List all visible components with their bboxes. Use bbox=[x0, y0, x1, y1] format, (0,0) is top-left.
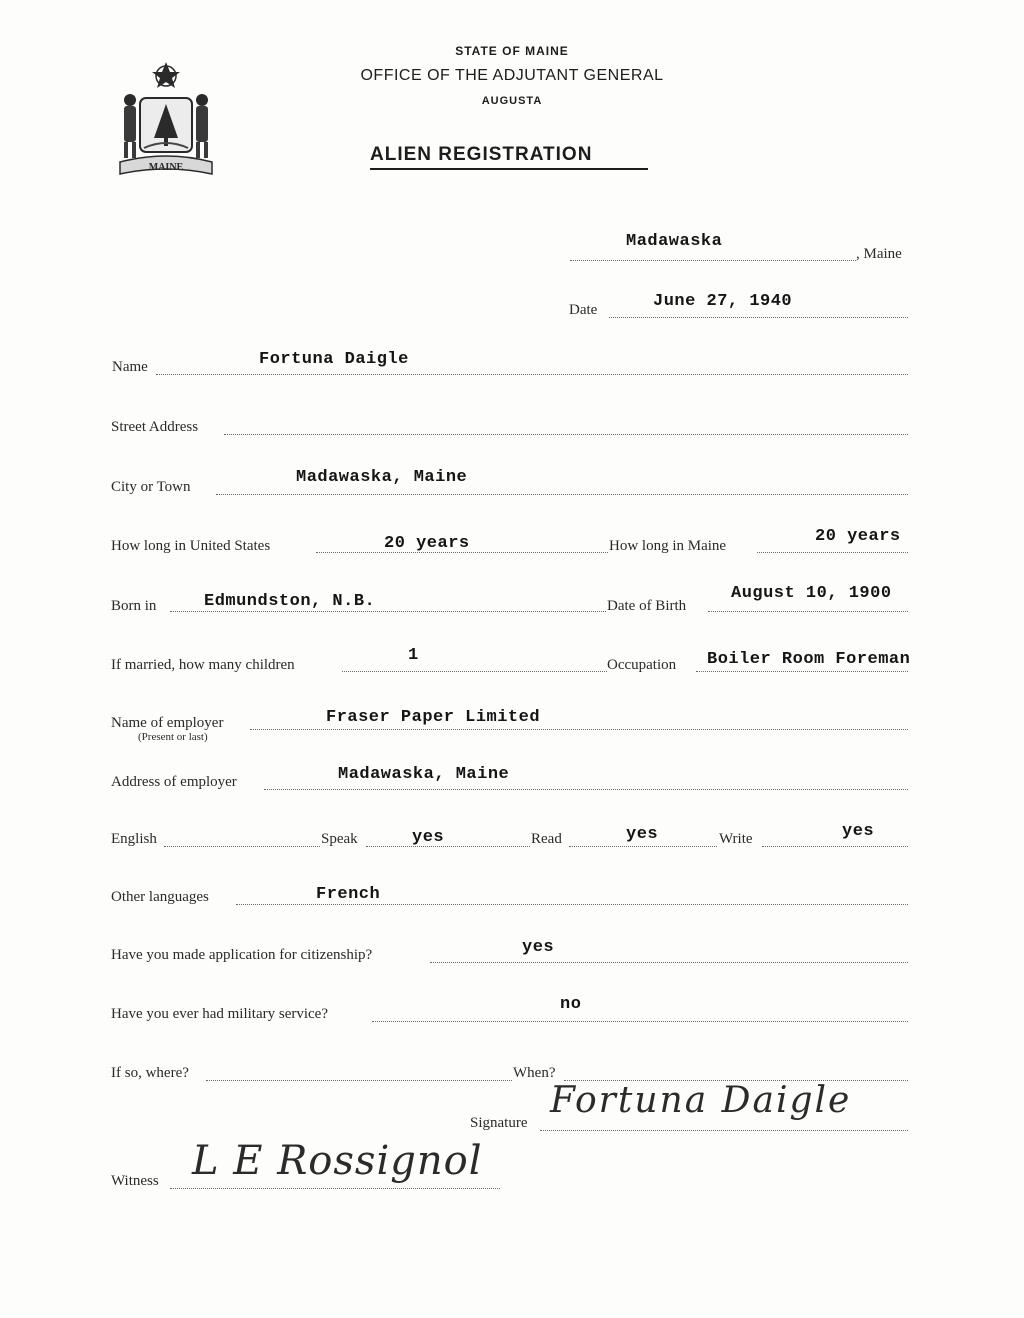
english-line bbox=[164, 846, 320, 847]
when-label: When? bbox=[513, 1065, 556, 1081]
where-line bbox=[206, 1080, 512, 1081]
maine-years-value: 20 years bbox=[815, 527, 901, 546]
employer-address-line bbox=[264, 789, 908, 790]
children-value: 1 bbox=[408, 646, 419, 665]
dob-line bbox=[708, 611, 908, 612]
city-value: Madawaska, Maine bbox=[296, 468, 468, 487]
state-label: , Maine bbox=[856, 246, 902, 262]
street-label: Street Address bbox=[111, 419, 199, 435]
other-languages-label: Other languages bbox=[111, 889, 209, 905]
dob-value: August 10, 1900 bbox=[731, 584, 892, 603]
seal-banner-text: MAINE bbox=[148, 162, 184, 173]
date-line bbox=[609, 317, 908, 318]
write-value: yes bbox=[842, 822, 875, 841]
header-state: STATE OF MAINE bbox=[455, 44, 569, 58]
occupation-line bbox=[696, 671, 908, 672]
maine-years-label: How long in Maine bbox=[609, 538, 727, 554]
citizenship-value: yes bbox=[522, 938, 555, 957]
employer-address-label: Address of employer bbox=[111, 774, 237, 790]
witness-label: Witness bbox=[111, 1173, 159, 1189]
street-line bbox=[224, 434, 908, 435]
military-label: Have you ever had military service? bbox=[111, 1006, 328, 1022]
witness-line bbox=[170, 1188, 500, 1189]
name-line bbox=[156, 374, 908, 375]
employer-value: Fraser Paper Limited bbox=[326, 708, 541, 727]
born-line bbox=[170, 611, 606, 612]
header-office: OFFICE OF THE ADJUTANT GENERAL bbox=[360, 67, 664, 84]
name-value: Fortuna Daigle bbox=[259, 350, 409, 369]
born-value: Edmundston, N.B. bbox=[204, 592, 376, 611]
other-languages-line bbox=[236, 904, 908, 905]
read-value: yes bbox=[626, 825, 659, 844]
signature-label: Signature bbox=[470, 1115, 528, 1131]
military-line bbox=[372, 1021, 908, 1022]
us-years-value: 20 years bbox=[384, 534, 470, 553]
children-label: If married, how many children bbox=[111, 657, 295, 673]
signature-value: Fortuna Daigle bbox=[550, 1080, 852, 1121]
header-city: AUGUSTA bbox=[481, 95, 543, 107]
date-value: June 27, 1940 bbox=[653, 292, 793, 311]
speak-line bbox=[366, 846, 530, 847]
born-label: Born in bbox=[111, 598, 157, 614]
town-value: Madawaska bbox=[626, 232, 723, 251]
date-label: Date bbox=[569, 302, 598, 318]
city-label: City or Town bbox=[111, 479, 191, 495]
name-label: Name bbox=[112, 359, 148, 375]
dob-label: Date of Birth bbox=[607, 598, 687, 614]
us-years-line bbox=[316, 552, 608, 553]
english-label: English bbox=[111, 831, 157, 847]
town-line bbox=[570, 260, 856, 261]
city-line bbox=[216, 494, 908, 495]
occupation-label: Occupation bbox=[607, 657, 677, 673]
other-languages-value: French bbox=[316, 885, 381, 904]
employer-label: Name of employer bbox=[111, 715, 224, 731]
form-title: ALIEN REGISTRATION bbox=[370, 144, 593, 165]
employer-sublabel: (Present or last) bbox=[138, 731, 208, 743]
write-line bbox=[762, 846, 908, 847]
children-line bbox=[342, 671, 607, 672]
signature-line bbox=[540, 1130, 908, 1131]
read-label: Read bbox=[531, 831, 562, 847]
military-value: no bbox=[560, 995, 582, 1014]
write-label: Write bbox=[719, 831, 753, 847]
citizenship-line bbox=[430, 962, 908, 963]
citizenship-label: Have you made application for citizenship? bbox=[111, 947, 373, 963]
read-line bbox=[569, 846, 717, 847]
occupation-value: Boiler Room Foreman bbox=[707, 650, 911, 669]
witness-value: L E Rossignol bbox=[192, 1138, 483, 1184]
employer-line bbox=[250, 729, 908, 730]
maine-years-line bbox=[757, 552, 908, 553]
employer-address-value: Madawaska, Maine bbox=[338, 765, 510, 784]
where-label: If so, where? bbox=[111, 1065, 189, 1081]
speak-value: yes bbox=[412, 828, 445, 847]
form-title-underline bbox=[370, 168, 648, 170]
us-years-label: How long in United States bbox=[111, 538, 271, 554]
speak-label: Speak bbox=[321, 831, 358, 847]
